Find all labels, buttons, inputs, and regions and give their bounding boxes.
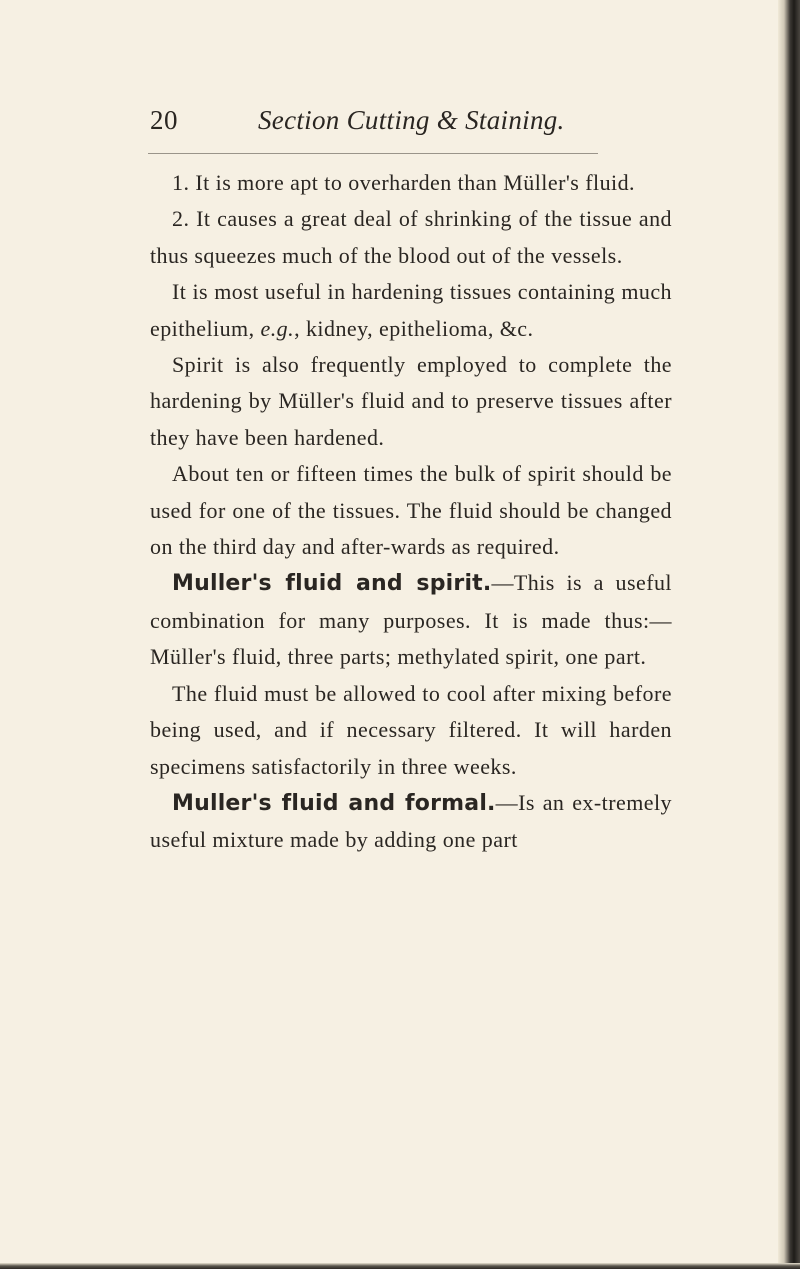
section-heading: Muller's fluid and formal. (172, 790, 496, 816)
paragraph-text: About ten or fifteen times the bulk of spirit should be used for one of the tissues. The fluid should be changed on the third day and after-wards as required. (150, 461, 672, 560)
paragraph-text: Spirit is also frequently employed to complete the hardening by Müller's fluid and to preserve tissues after they have been hardened. (150, 352, 672, 450)
paragraph-text: The fluid must be allowed to cool after mixing before being used, and if necessary filtered. It will harden specimens satisfactorily in three weeks. (150, 680, 672, 779)
paragraph-text: It is most useful in hardening tissues containing much epithelium, (150, 279, 672, 341)
paragraph-text: 2. It causes a great deal of shrinking of the tissue and thus squeezes much of the blood out of the vessels. (150, 206, 672, 268)
paragraph-text: —This is a useful combination for many purposes. It is made thus:—Müller's fluid, three parts; methylated spirit, one part. (150, 570, 672, 670)
paragraph-text: , kidney, epithelioma, &c. (294, 315, 534, 341)
paragraph (150, 676, 672, 785)
paragraph-text: —Is an ex-tremely useful mixture made by adding one part (150, 789, 672, 853)
running-title: Section Cutting & Staining. (258, 105, 565, 135)
page-header (150, 105, 610, 145)
paragraph-text: 1. It is more apt to overharden than Müller's fluid. (172, 170, 635, 195)
page-number: 20 (150, 105, 178, 135)
paragraph (150, 456, 672, 565)
header-rule (148, 153, 598, 154)
binding-highlight (778, 0, 786, 1269)
paragraph (150, 565, 672, 675)
paragraph (150, 165, 672, 201)
italic-abbreviation: e.g. (260, 315, 295, 341)
page-bottom-edge (0, 1263, 800, 1269)
body-text (150, 165, 672, 859)
section-heading: Muller's fluid and spirit. (172, 571, 492, 597)
paragraph (150, 347, 672, 456)
paragraph (150, 785, 672, 859)
paragraph (150, 274, 672, 347)
paragraph (150, 201, 672, 274)
